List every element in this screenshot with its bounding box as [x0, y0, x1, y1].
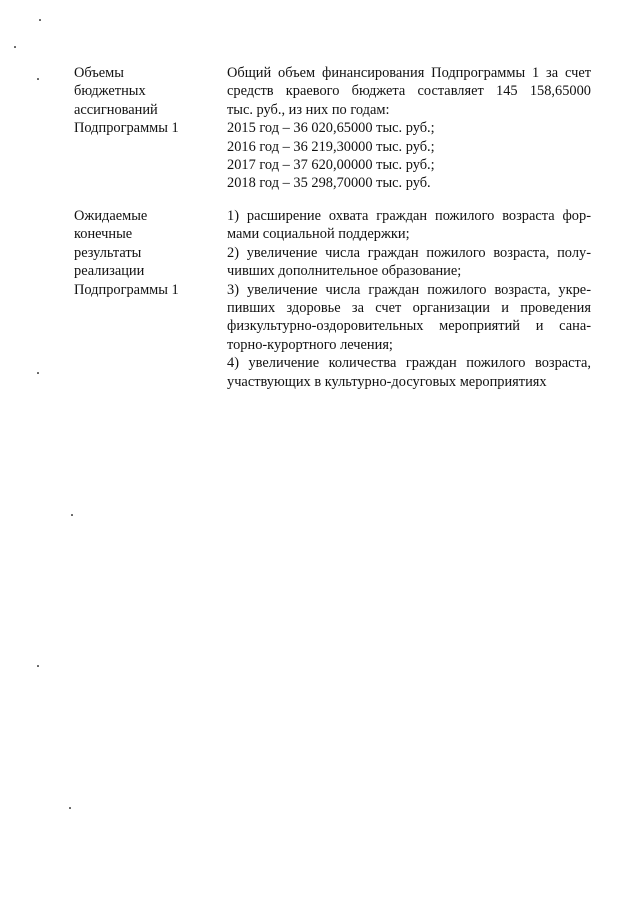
scan-speck — [39, 19, 41, 21]
scan-speck — [37, 372, 39, 374]
scan-speck — [69, 807, 71, 809]
year-amount-line: 2016 год – 36 219,30000 тыс. руб.; — [227, 138, 435, 155]
text-line: 1) расширение охвата граждан пожилого возраста фор- — [227, 208, 591, 224]
text-line: Общий объем финансирования Подпрограммы 1 за счет — [227, 65, 591, 81]
year-amount-line: 2017 год – 37 620,00000 тыс. руб.; — [227, 157, 435, 174]
text-line: мами социальной поддержки; — [227, 226, 410, 243]
label-line: конечные — [74, 226, 133, 243]
scan-speck — [37, 78, 39, 80]
text-line: физкультурно-оздоровительных мероприятий и сана- — [227, 318, 591, 335]
scan-speck — [14, 46, 16, 48]
label-line: ассигнований — [74, 101, 158, 118]
scan-speck — [71, 514, 73, 516]
expected-results-text — [227, 207, 591, 391]
year-amount-line: 2018 год – 35 298,70000 тыс. руб. — [227, 175, 431, 192]
text-line: тыс. руб., из них по годам: — [227, 101, 390, 118]
label-line: Объемы — [74, 65, 124, 81]
label-line: Ожидаемые — [74, 208, 148, 224]
text-line: участвующих в культурно-досуговых мероприятиях — [227, 373, 547, 390]
text-line: пивших здоровье за счет организации и проведения — [227, 300, 591, 317]
text-line: 2) увеличение числа граждан пожилого возраста, полу- — [227, 244, 591, 261]
budget-allocations-label — [74, 64, 214, 138]
label-line: реализации — [74, 263, 145, 280]
text-line: чивших дополнительное образование; — [227, 263, 462, 280]
text-line: 4) увеличение количества граждан пожилого возраста, — [227, 355, 591, 372]
text-line: 3) увеличение числа граждан пожилого возраста, укре- — [227, 281, 591, 298]
expected-results-label — [74, 207, 214, 299]
label-line: Подпрограммы 1 — [74, 120, 179, 137]
year-amount-line: 2015 год – 36 020,65000 тыс. руб.; — [227, 120, 435, 137]
label-line: результаты — [74, 244, 142, 261]
text-line: торно-курортного лечения; — [227, 336, 393, 353]
scan-speck — [37, 665, 39, 667]
label-line: Подпрограммы 1 — [74, 281, 179, 298]
text-line: средств краевого бюджета составляет 145 158,65000 — [227, 83, 591, 100]
label-line: бюджетных — [74, 83, 146, 100]
budget-allocations-text — [227, 64, 591, 193]
